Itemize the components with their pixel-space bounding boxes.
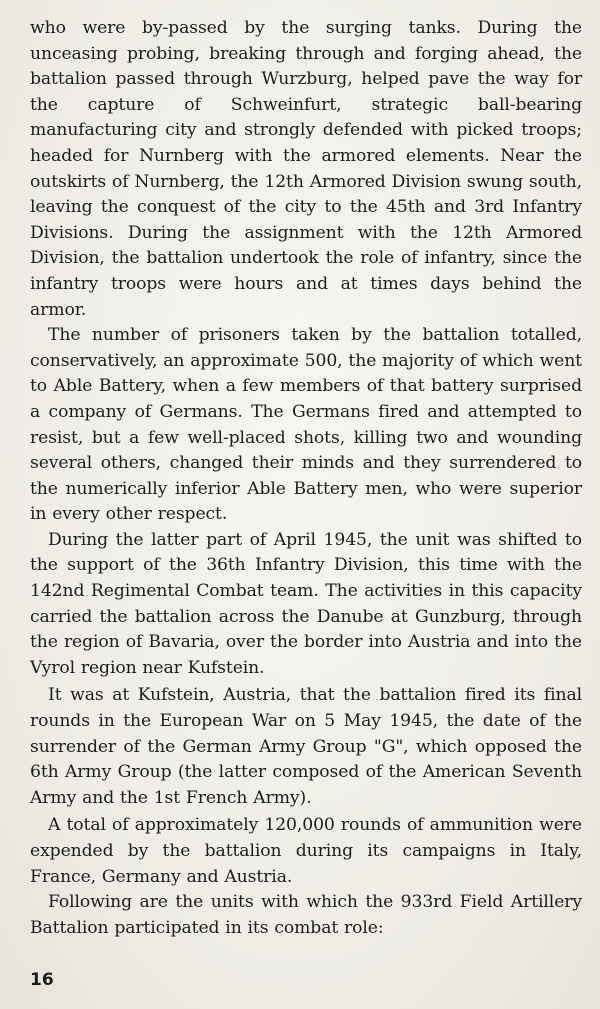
page-number: 16 [30,970,54,990]
paragraph-2: The number of prisoners taken by the battalion totalled, conservatively, an approximate 500, the majority of which went to Able Battery, when a few members of that battery surprised a company of Germans. The Germans fired and attempted to resist, but a few well-placed shots, killing two and wounding several others, changed their minds and they surrendered to the numerically inferior Able Battery men, who were superior in every other respect. [30,325,582,525]
paragraph-1: who were by-passed by the surging tanks. During the unceasing probing, breaking through and forging ahead, the battalion passed through Wurzburg, helped pave the way for the capture of Schweinfurt, strategic ball-bearing manufacturing city and strongly defended with picked troops; headed for Nurnberg with the armored elements. Near the outskirts of Nurnberg, the 12th Armored Division swung south, leaving the conquest of the city to the 45th and 3rd Infantry Divisions. During the assignment with the 12th Armored Division, the battalion undertook the role of infantry, since the infantry troops were hours and at times days behind the armor. [30,18,582,320]
paragraph-4: It was at Kufstein, Austria, that the battalion fired its final rounds in the European War on 5 May 1945, the date of the surrender of the German Army Group "G", which opposed the 6th Army Group (the latter composed of the American Seventh Army and the 1st French Army). [30,685,582,808]
paragraph-3: During the latter part of April 1945, the unit was shifted to the support of the 36th Infantry Division, this time with the 142nd Regimental Combat team. The activities in this capacity carried the battalion across the Danube at Gunzburg, through the region of Bavaria, over the border into Austria and into the Vyrol region near Kufstein. [30,529,582,678]
paragraph-6: Following are the units with which the 933rd Field Artillery Battalion participated in its combat role: [30,892,582,938]
paragraph-5: A total of approximately 120,000 rounds of ammunition were expended by the battalion during its campaigns in Italy, France, Germany and Austria. [30,815,582,887]
